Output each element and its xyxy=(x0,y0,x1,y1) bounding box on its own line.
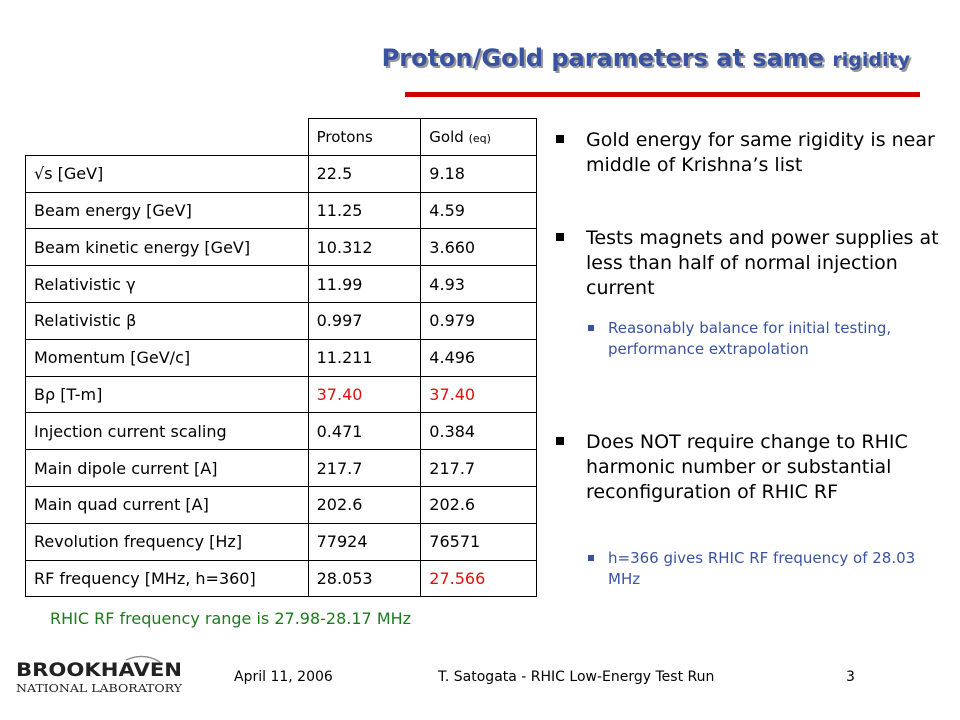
sub-bullet-item: Reasonably balance for initial testing, performance extrapolation xyxy=(586,318,946,360)
bullet-item: Tests magnets and power supplies at less than half of normal injection current xyxy=(552,226,942,301)
row-label: Momentum [GeV/c] xyxy=(26,339,309,376)
protons-value: 11.211 xyxy=(308,339,421,376)
protons-value: 10.312 xyxy=(308,229,421,266)
protons-value: 37.40 xyxy=(308,376,421,413)
gold-value: 9.18 xyxy=(421,155,537,192)
gold-value: 37.40 xyxy=(421,376,537,413)
parameters-table xyxy=(25,118,537,597)
table-row xyxy=(26,413,537,450)
row-label: Revolution frequency [Hz] xyxy=(26,523,309,560)
gold-value: 4.59 xyxy=(421,192,537,229)
protons-value: 202.6 xyxy=(308,486,421,523)
slide-number: 3 xyxy=(846,669,855,685)
sub-bullet-item: h=366 gives RHIC RF frequency of 28.03 MHz xyxy=(586,548,946,590)
table-row xyxy=(26,450,537,487)
gold-value: 76571 xyxy=(421,523,537,560)
rf-range-note: RHIC RF frequency range is 27.98-28.17 MHz xyxy=(50,609,412,628)
table-row xyxy=(26,266,537,303)
gold-value: 4.93 xyxy=(421,266,537,303)
table-row xyxy=(26,229,537,266)
protons-value: 0.471 xyxy=(308,413,421,450)
table-row xyxy=(26,523,537,560)
sub-bullet-marker xyxy=(588,325,594,331)
gold-value: 202.6 xyxy=(421,486,537,523)
title-underline xyxy=(405,92,920,97)
table-row xyxy=(26,155,537,192)
protons-value: 11.99 xyxy=(308,266,421,303)
row-label: Relativistic γ xyxy=(26,266,309,303)
header-protons: Protons xyxy=(308,119,421,156)
row-label: √s [GeV] xyxy=(26,155,309,192)
protons-value: 77924 xyxy=(308,523,421,560)
bullet-item: Does NOT require change to RHIC harmonic number or substantial reconfiguration of RHIC RF xyxy=(552,430,942,505)
table-row xyxy=(26,486,537,523)
protons-value: 217.7 xyxy=(308,450,421,487)
slide-title: Proton/Gold parameters at same rigidity xyxy=(381,44,910,72)
table-row xyxy=(26,560,537,597)
logo-subtitle: NATIONAL LABORATORY xyxy=(16,682,183,695)
protons-value: 0.997 xyxy=(308,302,421,339)
table-row xyxy=(26,339,537,376)
header-blank-cell xyxy=(26,119,309,156)
bullet-marker xyxy=(556,135,564,143)
brookhaven-logo xyxy=(14,654,184,696)
row-label: Bρ [T-m] xyxy=(26,376,309,413)
table-row xyxy=(26,302,537,339)
bullet-marker xyxy=(556,233,564,241)
gold-value: 0.979 xyxy=(421,302,537,339)
bullet-marker xyxy=(556,437,564,445)
header-gold: Gold (eq) xyxy=(421,119,537,156)
protons-value: 22.5 xyxy=(308,155,421,192)
gold-value: 27.566 xyxy=(421,560,537,597)
row-label: RF frequency [MHz, h=360] xyxy=(26,560,309,597)
gold-value: 217.7 xyxy=(421,450,537,487)
gold-value: 4.496 xyxy=(421,339,537,376)
row-label: Relativistic β xyxy=(26,302,309,339)
row-label: Injection current scaling xyxy=(26,413,309,450)
table-row xyxy=(26,376,537,413)
gold-value: 0.384 xyxy=(421,413,537,450)
row-label: Beam kinetic energy [GeV] xyxy=(26,229,309,266)
table-header-row xyxy=(26,119,537,156)
protons-value: 28.053 xyxy=(308,560,421,597)
row-label: Main quad current [A] xyxy=(26,486,309,523)
logo-wordmark: BROOKHAVEN xyxy=(16,659,182,681)
row-label: Beam energy [GeV] xyxy=(26,192,309,229)
row-label: Main dipole current [A] xyxy=(26,450,309,487)
table-row xyxy=(26,192,537,229)
footer-title: T. Satogata - RHIC Low-Energy Test Run xyxy=(438,669,715,685)
sub-bullet-marker xyxy=(588,555,594,561)
footer-date: April 11, 2006 xyxy=(234,669,333,685)
gold-value: 3.660 xyxy=(421,229,537,266)
bullet-item: Gold energy for same rigidity is near middle of Krishna’s list xyxy=(552,128,942,178)
protons-value: 11.25 xyxy=(308,192,421,229)
